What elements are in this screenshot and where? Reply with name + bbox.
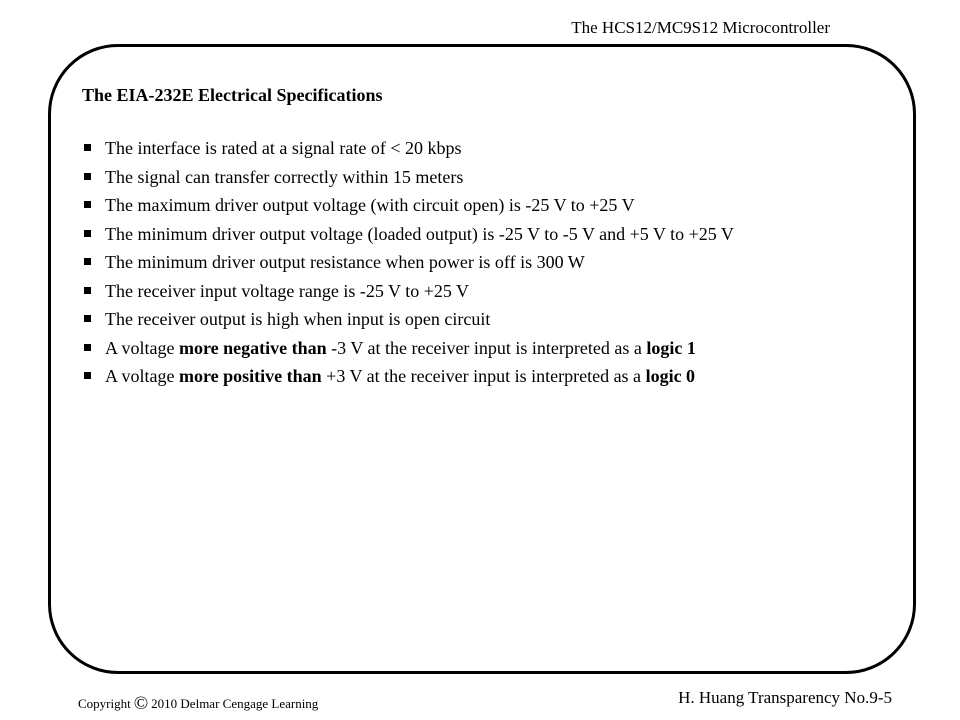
bullet-item <box>82 309 734 338</box>
square-bullet-icon <box>84 201 91 208</box>
square-bullet-icon <box>84 344 91 351</box>
copyright-icon: © <box>133 693 149 714</box>
footer-copyright <box>78 692 318 714</box>
bullet-text <box>105 366 695 387</box>
bullet-text: The signal can transfer correctly within 15 meters <box>105 166 464 187</box>
bullet-text: The receiver input voltage range is -25 V to +25 V <box>105 280 470 301</box>
bullet-item <box>82 338 734 367</box>
square-bullet-icon <box>84 372 91 379</box>
bullet-item <box>82 252 734 281</box>
copyright-label: Copyright <box>78 696 131 711</box>
bullet-text-part: -3 V <box>326 337 363 358</box>
square-bullet-icon <box>84 258 91 265</box>
bullet-text: The interface is rated at a signal rate of < 20 kbps <box>105 138 462 158</box>
bullet-text: The minimum driver output voltage (loaded output) is -25 V to -5 V and +5 V to +25 V <box>105 223 734 244</box>
bullet-list <box>82 138 734 395</box>
square-bullet-icon <box>84 144 91 151</box>
bullet-text-part: A voltage <box>105 366 179 386</box>
bullet-item <box>82 138 734 167</box>
bullet-text: The maximum driver output voltage (with circuit open) is -25 V to +25 V <box>105 195 635 215</box>
square-bullet-icon <box>84 173 91 180</box>
bullet-text-part: A voltage <box>105 337 179 358</box>
copyright-holder: 2010 Delmar Cengage Learning <box>151 696 319 711</box>
bullet-text-part: +3 V <box>321 366 363 386</box>
bullet-item <box>82 281 734 310</box>
bullet-item <box>82 167 734 196</box>
transparency-number: H. Huang Transparency No.9-5 <box>678 688 892 707</box>
bullet-item <box>82 195 734 224</box>
square-bullet-icon <box>84 287 91 294</box>
square-bullet-icon <box>84 315 91 322</box>
bullet-item <box>82 224 734 253</box>
bullet-text <box>105 338 696 359</box>
bullet-text-part: at the receiver input is interpreted as a <box>363 337 647 358</box>
bullet-text-part: at the receiver input is interpreted as a <box>362 366 646 386</box>
bullet-emphasis: logic 1 <box>646 337 696 358</box>
bullet-text: The receiver output is high when input is open circuit <box>105 309 491 329</box>
square-bullet-icon <box>84 230 91 237</box>
header-title: The HCS12/MC9S12 Microcontroller <box>571 18 830 37</box>
bullet-emphasis: more negative than <box>179 337 327 358</box>
slide-heading: The EIA-232E Electrical Specifications <box>82 85 383 105</box>
bullet-item <box>82 366 734 395</box>
bullet-text: The minimum driver output resistance when power is off is 300 W <box>105 252 585 272</box>
bullet-emphasis: logic 0 <box>645 366 696 386</box>
bullet-emphasis: more positive than <box>179 366 322 386</box>
